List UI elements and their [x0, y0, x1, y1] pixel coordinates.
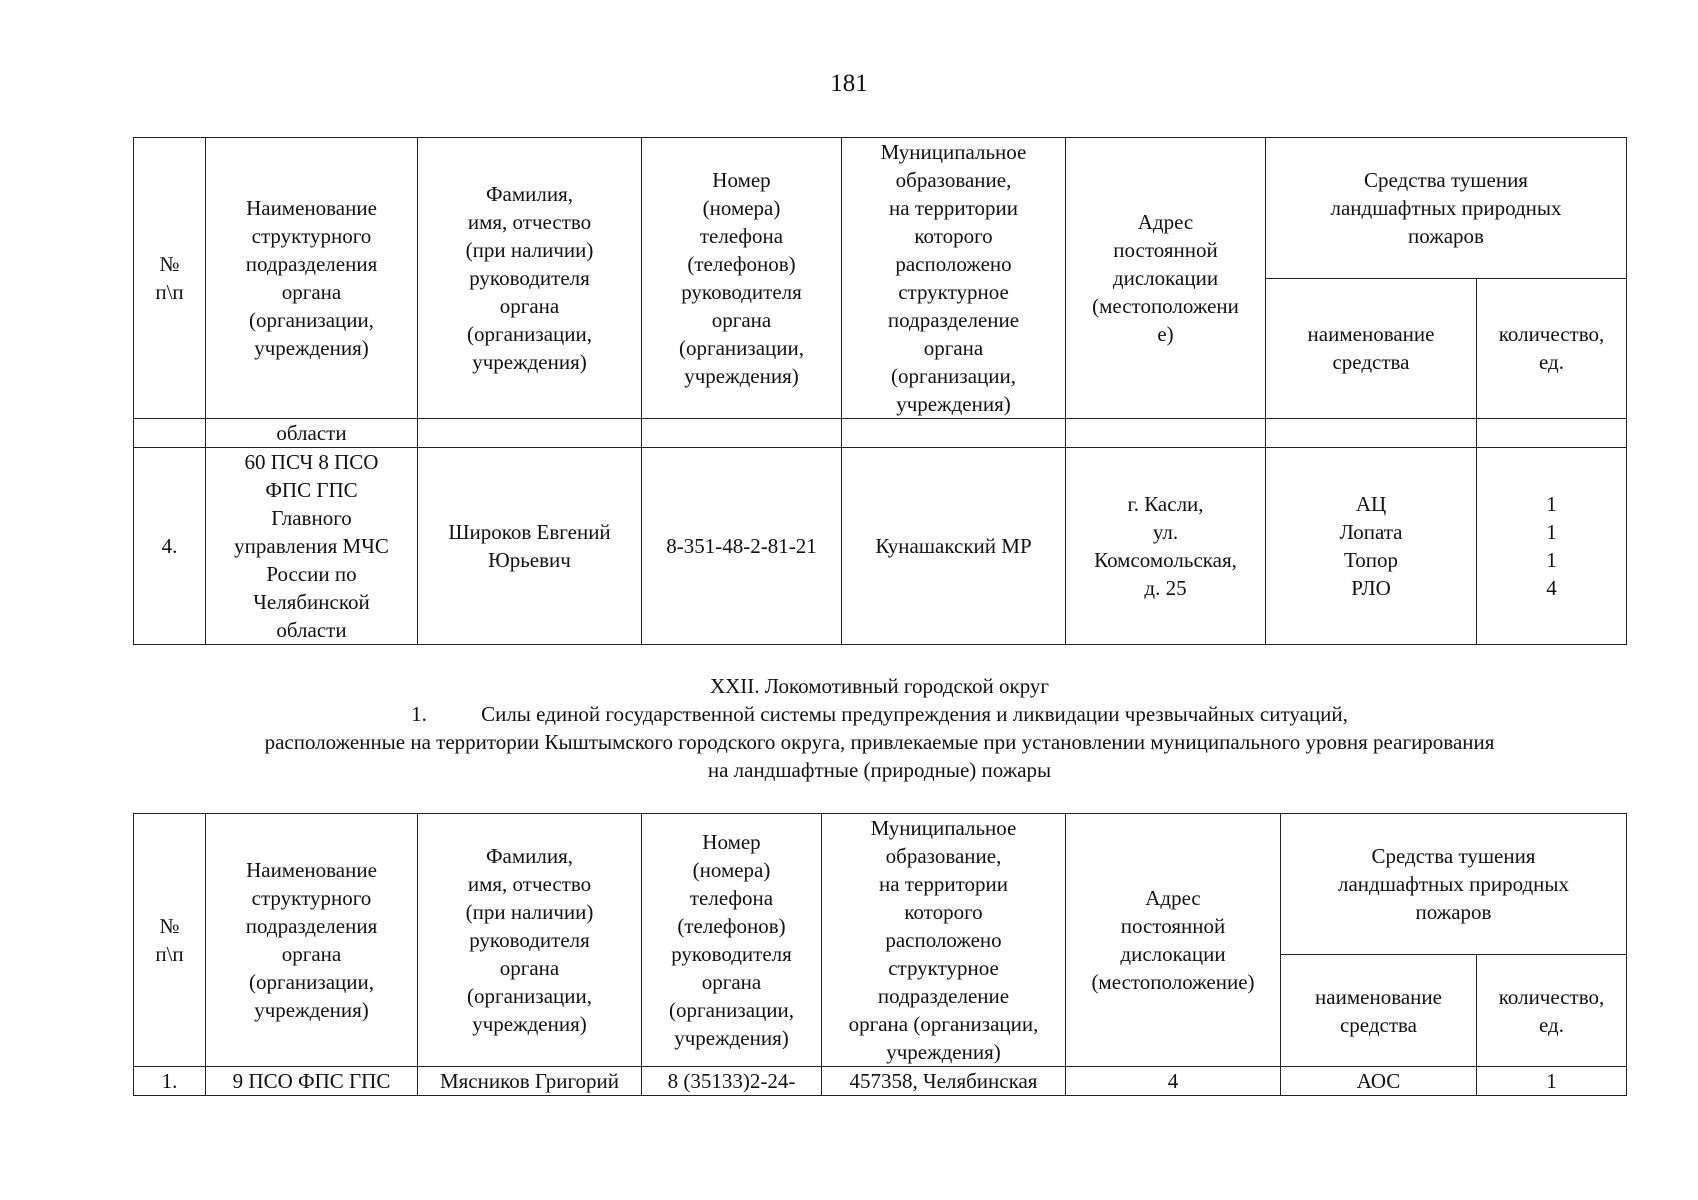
column-header-means-group: Средства тушения ландшафтных природных пожаров	[1281, 814, 1627, 955]
column-header-means-qty: количество, ед.	[1477, 955, 1627, 1067]
column-header-number: № п\п	[134, 814, 206, 1067]
cell-phone: 8-351-48-2-81-21	[642, 448, 842, 645]
cell-head: Широков Евгений Юрьевич	[418, 448, 642, 645]
cell-municipality: 457358, Челябинская	[822, 1067, 1066, 1096]
column-header-municipality: Муниципальное образование, на территории которого расположено структурное подразделение органа (организации, учреждения)	[842, 138, 1066, 419]
column-header-unit-name: Наименование структурного подразделения органа (организации, учреждения)	[206, 814, 418, 1067]
cell-qty	[1477, 419, 1627, 448]
section-line-2: расположенные на территории Кыштымского городского округа, привлекаемые при установлении муниципального уровня реагирования	[264, 730, 1495, 754]
table-row	[134, 419, 1627, 448]
cell-unit: 60 ПСЧ 8 ПСО ФПС ГПС Главного управления МЧС России по Челябинской области	[206, 448, 418, 645]
table-header-row	[134, 138, 1627, 279]
cell-number: 1.	[134, 1067, 206, 1096]
column-header-address: Адрес постоянной дислокации (местоположени е)	[1066, 138, 1266, 419]
section-item-line	[133, 700, 1626, 728]
cell-unit: 9 ПСО ФПС ГПС	[206, 1067, 418, 1096]
section-heading	[133, 672, 1626, 784]
cell-municipality	[842, 419, 1066, 448]
cell-unit: области	[206, 419, 418, 448]
section-item-number: 1.	[411, 702, 427, 726]
cell-phone	[642, 419, 842, 448]
column-header-head-name: Фамилия, имя, отчество (при наличии) руководителя органа (организации, учреждения)	[418, 814, 642, 1067]
cell-means: АЦ Лопата Топор РЛО	[1266, 448, 1477, 645]
column-header-means-name: наименование средства	[1266, 278, 1477, 419]
column-header-means-name: наименование средства	[1281, 955, 1477, 1067]
column-header-means-group: Средства тушения ландшафтных природных пожаров	[1266, 138, 1627, 279]
cell-address: 4	[1066, 1067, 1281, 1096]
cell-phone: 8 (35133)2-24-	[642, 1067, 822, 1096]
forces-table-1	[133, 137, 1627, 645]
cell-head	[418, 419, 642, 448]
cell-number: 4.	[134, 448, 206, 645]
column-header-unit-name: Наименование структурного подразделения органа (организации, учреждения)	[206, 138, 418, 419]
cell-means: АОС	[1281, 1067, 1477, 1096]
cell-address	[1066, 419, 1266, 448]
column-header-number: № п\п	[134, 138, 206, 419]
cell-means	[1266, 419, 1477, 448]
column-header-head-name: Фамилия, имя, отчество (при наличии) руководителя органа (организации, учреждения)	[418, 138, 642, 419]
cell-number	[134, 419, 206, 448]
cell-address: г. Касли, ул. Комсомольская, д. 25	[1066, 448, 1266, 645]
section-line-3: на ландшафтные (природные) пожары	[707, 758, 1052, 782]
cell-qty: 1	[1477, 1067, 1627, 1096]
column-header-phone: Номер (номера) телефона (телефонов) руководителя органа (организации, учреждения)	[642, 814, 822, 1067]
table-header-row	[134, 814, 1627, 955]
section-item-text: Силы единой государственной системы предупреждения и ликвидации чрезвычайных ситуаций,	[481, 702, 1348, 726]
cell-municipality: Кунашакский МР	[842, 448, 1066, 645]
column-header-means-qty: количество, ед.	[1477, 278, 1627, 419]
page-number: 181	[830, 70, 868, 97]
column-header-phone: Номер (номера) телефона (телефонов) руководителя органа (организации, учреждения)	[642, 138, 842, 419]
cell-qty: 1 1 1 4	[1477, 448, 1627, 645]
column-header-address: Адрес постоянной дислокации (местоположение)	[1066, 814, 1281, 1067]
cell-head: Мясников Григорий	[418, 1067, 642, 1096]
table-row	[134, 1067, 1627, 1096]
forces-table-2	[133, 813, 1627, 1096]
table-row	[134, 448, 1627, 645]
section-title: XXII. Локомотивный городской округ	[709, 674, 1050, 698]
column-header-municipality: Муниципальное образование, на территории которого расположено структурное подразделение органа (организации, учреждения)	[822, 814, 1066, 1067]
